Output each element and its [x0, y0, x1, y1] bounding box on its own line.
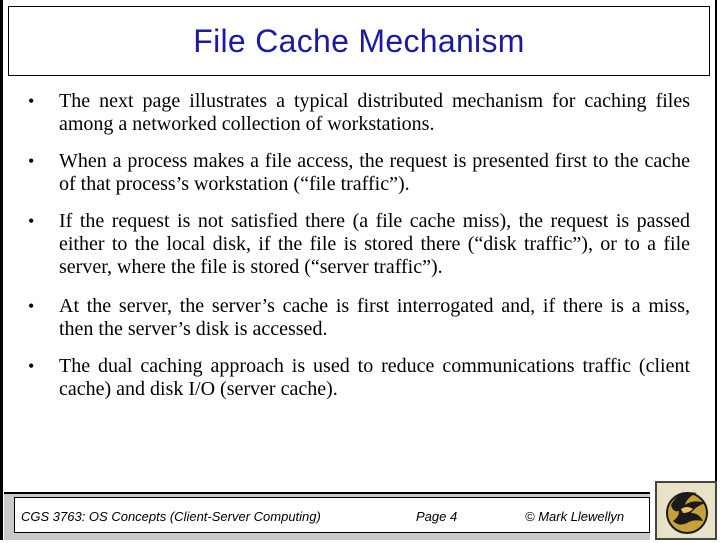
bullet-item: [28, 150, 690, 196]
logo-graphic: [657, 483, 715, 538]
bullet-item: [28, 295, 690, 341]
title-box: [8, 6, 710, 76]
bullet-text: When a process makes a file access, the request is presented first to the cache of that process’s workstation (“file traffic”).: [59, 150, 690, 195]
footer-course: CGS 3763: OS Concepts (Client-Server Computing): [21, 509, 321, 524]
bullet-item: [28, 210, 690, 279]
bullet-list: [28, 90, 690, 401]
footer-page-number: Page 4: [416, 509, 458, 524]
bullet-text: If the request is not satisfied there (a file cache miss), the request is passed either to the local disk, if the file is stored there (“disk traffic”), or to a file server, where the file is stored (“server traffic”).: [59, 210, 690, 278]
slide-title: File Cache Mechanism: [193, 22, 525, 59]
bullet-dot: •: [28, 151, 35, 171]
ucf-pegasus-logo-icon: [655, 481, 717, 540]
bullet-dot: •: [28, 211, 35, 231]
footer-copyright: © Mark Llewellyn: [525, 509, 625, 524]
right-border: [715, 0, 717, 540]
bullet-dot: •: [28, 296, 35, 316]
bullet-item: [28, 355, 690, 401]
bullet-text: The dual caching approach is used to reduce communications traffic (client cache) and disk I/O (server cache).: [59, 355, 690, 400]
bullet-text: At the server, the server’s cache is first interrogated and, if there is a miss, then the server’s disk is accessed.: [59, 295, 690, 340]
footer-panel: [14, 497, 650, 533]
bullet-dot: •: [28, 356, 35, 376]
bullet-dot: •: [28, 91, 35, 111]
bullet-text: The next page illustrates a typical distributed mechanism for caching files among a networked collection of workstations.: [59, 90, 690, 135]
left-border: [0, 0, 3, 540]
footer-band: [4, 492, 650, 540]
bullet-item: [28, 90, 690, 136]
